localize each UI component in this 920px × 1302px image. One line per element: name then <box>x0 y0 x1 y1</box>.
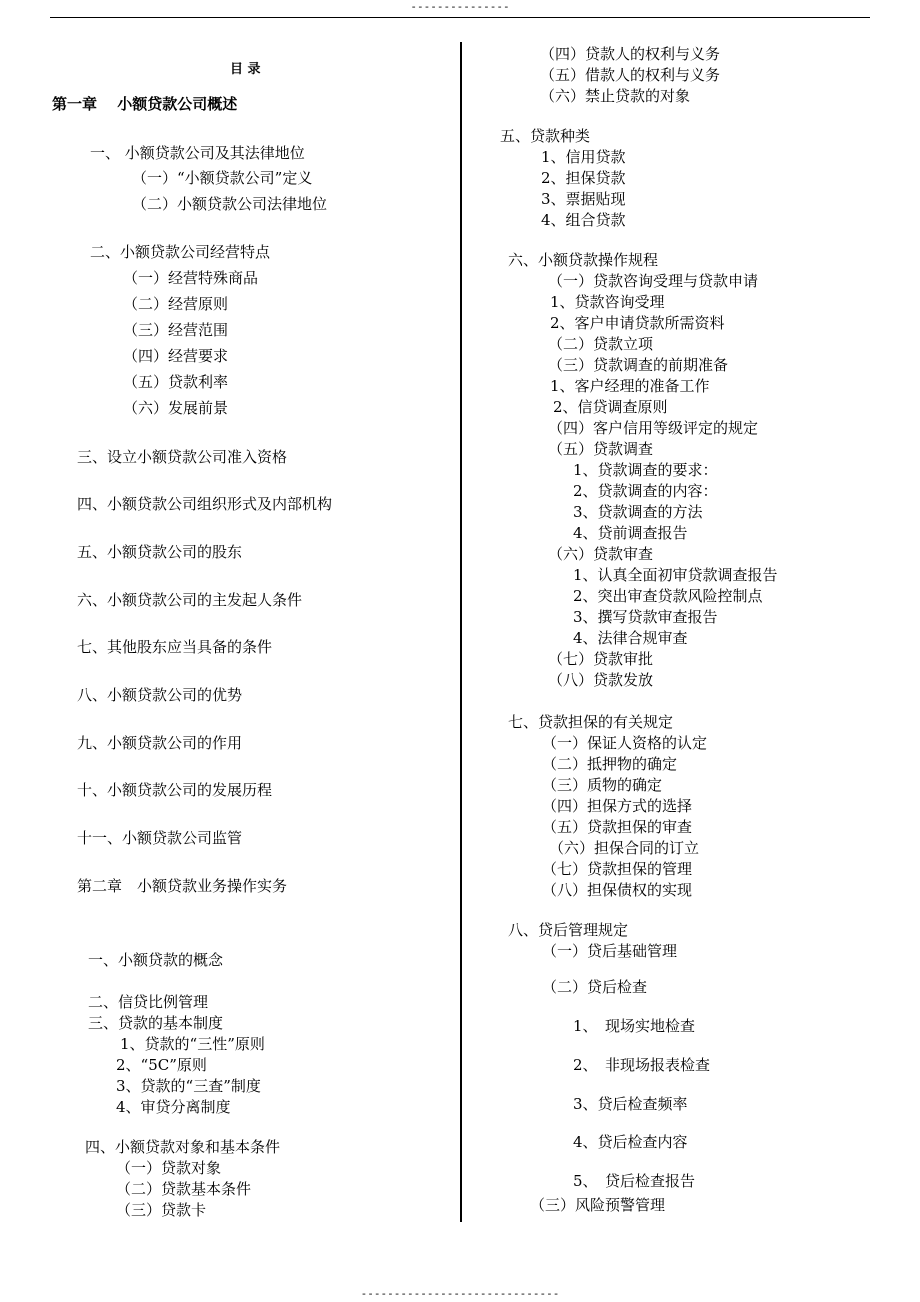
toc-item: 2、客户申请贷款所需资料 <box>550 314 725 332</box>
toc-section: 九、小额贷款公司的作用 <box>77 734 243 752</box>
toc-chapter-2: 第二章 小额贷款业务操作实务 <box>77 877 288 895</box>
toc-item: 1、 现场实地检查 <box>573 1017 696 1035</box>
toc-section: 四、小额贷款公司组织形式及内部机构 <box>77 495 333 513</box>
toc-item: 1、认真全面初审贷款调查报告 <box>573 566 778 584</box>
toc-section: 一、小额贷款的概念 <box>88 951 224 969</box>
toc-section: 五、贷款种类 <box>500 127 591 145</box>
toc-subsection: （三）贷款卡 <box>116 1201 207 1219</box>
toc-subsection: （七）贷款担保的管理 <box>542 860 693 878</box>
toc-subsection: （二）贷款基本条件 <box>116 1180 252 1198</box>
toc-subsection: （二）贷款立项 <box>548 335 654 353</box>
toc-item: 4、审贷分离制度 <box>116 1098 231 1116</box>
toc-item: 2、突出审查贷款风险控制点 <box>573 587 763 605</box>
toc-subsection: （八）担保债权的实现 <box>542 881 693 899</box>
footer-dash-mark: ------------------------------ <box>360 1287 560 1300</box>
toc-item: 1、客户经理的准备工作 <box>550 377 710 395</box>
toc-subsection: （二）贷后检查 <box>542 978 648 996</box>
toc-item: 2、担保贷款 <box>541 169 626 187</box>
toc-section: 一、 小额贷款公司及其法律地位 <box>90 144 305 162</box>
toc-item: 4、法律合规审查 <box>573 629 688 647</box>
toc-subsection: （二）抵押物的确定 <box>542 755 678 773</box>
toc-section: 十一、小额贷款公司监管 <box>77 829 243 847</box>
toc-title: 目 录 <box>230 62 261 77</box>
toc-item: 4、贷后检查内容 <box>573 1133 688 1151</box>
toc-subsection: （七）贷款审批 <box>548 650 654 668</box>
toc-section: 五、小额贷款公司的股东 <box>77 543 243 561</box>
toc-item: 3、贷款的“三查”制度 <box>116 1077 261 1095</box>
toc-subsection: （一）“小额贷款公司”定义 <box>132 169 313 187</box>
toc-section: 八、小额贷款公司的优势 <box>77 686 243 704</box>
toc-item: 3、贷款调查的方法 <box>573 503 703 521</box>
toc-subsection: （二）小额贷款公司法律地位 <box>132 195 328 213</box>
toc-item: 3、票据贴现 <box>541 190 626 208</box>
toc-subsection: （一）贷款咨询受理与贷款申请 <box>548 272 759 290</box>
toc-item: 1、贷款的“三性”原则 <box>120 1035 265 1053</box>
toc-subsection: （六）担保合同的订立 <box>549 839 700 857</box>
toc-subsection: （一）贷后基础管理 <box>542 942 678 960</box>
toc-section: 二、小额贷款公司经营特点 <box>90 243 271 261</box>
toc-section: 十、小额贷款公司的发展历程 <box>77 781 273 799</box>
toc-item: 3、撰写贷款审查报告 <box>573 608 718 626</box>
toc-item: 1、贷款调查的要求： <box>573 461 718 479</box>
toc-subsection: （一）贷款对象 <box>116 1159 222 1177</box>
toc-subsection: （四）贷款人的权利与义务 <box>540 45 721 63</box>
toc-subsection: （五）贷款担保的审查 <box>542 818 693 836</box>
toc-section: 七、贷款担保的有关规定 <box>508 713 674 731</box>
toc-subsection: （四）经营要求 <box>123 347 229 365</box>
toc-item: 3、贷后检查频率 <box>573 1095 688 1113</box>
toc-subsection: （六）贷款审查 <box>548 545 654 563</box>
toc-subsection: （六）发展前景 <box>123 399 229 417</box>
toc-section: 三、设立小额贷款公司准入资格 <box>77 448 288 466</box>
toc-subsection: （二）经营原则 <box>123 295 229 313</box>
toc-section: 八、贷后管理规定 <box>508 921 629 939</box>
toc-subsection: （五）借款人的权利与义务 <box>540 66 721 84</box>
toc-subsection: （六）禁止贷款的对象 <box>540 87 691 105</box>
toc-item: 1、信用贷款 <box>541 148 626 166</box>
toc-chapter-1: 第一章 小额贷款公司概述 <box>52 95 238 113</box>
toc-section: 六、小额贷款操作规程 <box>508 251 659 269</box>
toc-item: 4、贷前调查报告 <box>573 524 688 542</box>
toc-section: 七、其他股东应当具备的条件 <box>77 638 273 656</box>
toc-item: 2、贷款调查的内容： <box>573 482 718 500</box>
toc-subsection: （三）贷款调查的前期准备 <box>548 356 729 374</box>
toc-item: 2、 非现场报表检查 <box>573 1056 711 1074</box>
toc-item: 4、组合贷款 <box>541 211 626 229</box>
toc-section: 六、小额贷款公司的主发起人条件 <box>77 591 303 609</box>
toc-item: 1、贷款咨询受理 <box>550 293 665 311</box>
column-divider <box>460 42 462 1222</box>
toc-item: 2、信贷调查原则 <box>553 398 668 416</box>
toc-subsection: （三）经营范围 <box>123 321 229 339</box>
header-dash-mark: --------------- <box>410 0 510 13</box>
toc-section: 二、信贷比例管理 <box>88 993 209 1011</box>
toc-subsection: （五）贷款利率 <box>123 373 229 391</box>
toc-subsection: （五）贷款调查 <box>548 440 654 458</box>
toc-subsection: （三）质物的确定 <box>542 776 663 794</box>
toc-section: 四、小额贷款对象和基本条件 <box>85 1138 281 1156</box>
toc-subsection: （八）贷款发放 <box>548 671 654 689</box>
toc-subsection: （三）风险预警管理 <box>530 1196 666 1214</box>
toc-item: 5、 贷后检查报告 <box>573 1172 696 1190</box>
toc-subsection: （一）经营特殊商品 <box>123 269 259 287</box>
toc-section: 三、贷款的基本制度 <box>88 1014 224 1032</box>
toc-item: 2、“5C”原则 <box>116 1056 207 1074</box>
header-rule <box>50 17 870 18</box>
toc-subsection: （四）客户信用等级评定的规定 <box>548 419 759 437</box>
toc-subsection: （四）担保方式的选择 <box>542 797 693 815</box>
toc-subsection: （一）保证人资格的认定 <box>542 734 708 752</box>
